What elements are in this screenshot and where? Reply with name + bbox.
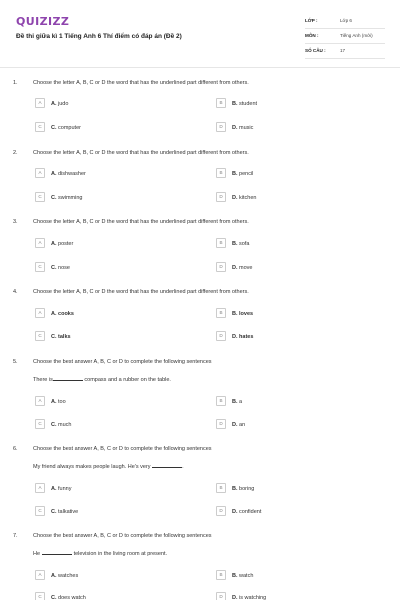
meta-value: Lớp 6 [340,18,352,23]
option-text: pencil [239,170,254,177]
option-letter: B. [232,398,238,405]
question-prompt: Choose the best answer A, B, C or D to complete the following sentences [33,359,212,365]
option-text: sofa [239,240,250,247]
answer-blank [53,376,83,381]
option-text: watch [239,572,254,579]
option-letter: C. [51,264,57,271]
option-letter: D. [232,421,238,428]
option-checkbox[interactable]: A [35,570,45,580]
option-checkbox[interactable]: A [35,483,45,493]
option-checkbox[interactable]: D [216,331,226,341]
option-letter: C. [51,124,57,131]
option-letter: C. [51,333,57,340]
option-checkbox[interactable]: D [216,506,226,516]
option-checkbox[interactable]: A [35,98,45,108]
question-prompt: Choose the letter A, B, C or D the word that has the underlined part different from others. [33,80,249,86]
option-checkbox[interactable]: C [35,331,45,341]
option-letter: D. [232,508,238,515]
option-letter: A. [51,398,57,405]
option-letter: B. [232,240,238,247]
meta-row-subject [305,29,385,44]
option-checkbox[interactable]: D [216,592,226,600]
option-letter: B. [232,485,238,492]
option-letter: D. [232,333,238,340]
question-sentence: My friend always makes people laugh. He's very . [33,464,184,470]
option-checkbox[interactable]: B [216,98,226,108]
option-text: swimming [58,194,83,201]
option-text: too [58,398,66,405]
option-checkbox[interactable]: B [216,308,226,318]
option-checkbox[interactable]: B [216,168,226,178]
option-text: watches [58,572,79,579]
option-text: talkative [58,508,79,515]
option-text: judo [58,100,69,107]
question-prompt: Choose the best answer A, B, C or D to complete the following sentences [33,533,212,539]
option-checkbox[interactable]: C [35,262,45,272]
worksheet-meta [305,14,385,59]
option-letter: B. [232,310,238,317]
meta-row-question-count [305,44,385,59]
option-letter: D. [232,124,238,131]
option-text: much [58,421,72,428]
question-number: 3. [13,219,18,225]
option-checkbox[interactable]: C [35,122,45,132]
meta-label: LỚP : [305,18,318,23]
option-text: move [239,264,253,271]
question-number: 2. [13,150,18,156]
option-text: hates [239,333,254,340]
option-text: confident [239,508,262,515]
question-prompt: Choose the letter A, B, C or D the word that has the underlined part different from others. [33,219,249,225]
option-letter: C. [51,594,57,600]
question-number: 1. [13,80,18,86]
option-checkbox[interactable]: C [35,419,45,429]
option-checkbox[interactable]: A [35,308,45,318]
option-checkbox[interactable]: A [35,168,45,178]
meta-value: Tiếng Anh (mới) [340,33,373,38]
option-checkbox[interactable]: C [35,192,45,202]
option-checkbox[interactable]: B [216,483,226,493]
option-text: dishwasher [58,170,86,177]
option-text: a [239,398,243,405]
header-divider [0,67,400,68]
question-number: 7. [13,533,18,539]
option-letter: D. [232,594,238,600]
question-prompt: Choose the letter A, B, C or D the word that has the underlined part different from others. [33,150,249,156]
answer-blank [152,463,182,468]
question-sentence: There is compass and a rubber on the table. [33,377,171,383]
question-number: 6. [13,446,18,452]
option-letter: D. [232,264,238,271]
option-text: student [239,100,258,107]
option-text: kitchen [239,194,257,201]
option-text: loves [239,310,254,317]
option-checkbox[interactable]: D [216,122,226,132]
option-letter: B. [232,572,238,579]
question-number: 5. [13,359,18,365]
option-letter: A. [51,310,57,317]
option-text: an [239,421,246,428]
option-checkbox[interactable]: B [216,570,226,580]
option-letter: C. [51,194,57,201]
option-letter: C. [51,508,57,515]
option-checkbox[interactable]: C [35,506,45,516]
option-text: poster [58,240,74,247]
question-prompt: Choose the letter A, B, C or D the word that has the underlined part different from others. [33,289,249,295]
question-number: 4. [13,289,18,295]
option-checkbox[interactable]: A [35,238,45,248]
option-text: music [239,124,254,131]
question-prompt: Choose the best answer A, B, C or D to complete the following sentences [33,446,212,452]
option-checkbox[interactable]: B [216,238,226,248]
option-checkbox[interactable]: D [216,262,226,272]
option-letter: B. [232,100,238,107]
option-text: talks [58,333,71,340]
option-letter: A. [51,170,57,177]
option-text: computer [58,124,81,131]
option-letter: A. [51,100,57,107]
option-text: boring [239,485,255,492]
meta-row-class [305,14,385,29]
question-sentence: He television in the living room at present. [33,551,168,557]
worksheet-title: Đề thi giữa kì 1 Tiếng Anh 6 Thí điểm có đáp án (Đề 2) [16,33,182,40]
option-letter: C. [51,421,57,428]
option-checkbox[interactable]: D [216,419,226,429]
worksheet-header [0,0,400,66]
option-checkbox[interactable]: D [216,192,226,202]
option-letter: D. [232,194,238,201]
option-letter: A. [51,240,57,247]
option-letter: A. [51,572,57,579]
option-checkbox[interactable]: A [35,396,45,406]
meta-label: MÔN : [305,33,319,38]
option-text: cooks [58,310,74,317]
option-text: does watch [58,594,86,600]
option-letter: A. [51,485,57,492]
option-text: nose [58,264,70,271]
option-text: is watching [239,594,267,600]
option-text: funny [58,485,72,492]
answer-blank [42,550,72,555]
option-checkbox[interactable]: C [35,592,45,600]
option-letter: B. [232,170,238,177]
meta-label: SỐ CÂU : [305,48,326,53]
quizizz-logo: QUIZIZZ [16,15,70,28]
meta-value: 17 [340,48,346,53]
option-checkbox[interactable]: B [216,396,226,406]
